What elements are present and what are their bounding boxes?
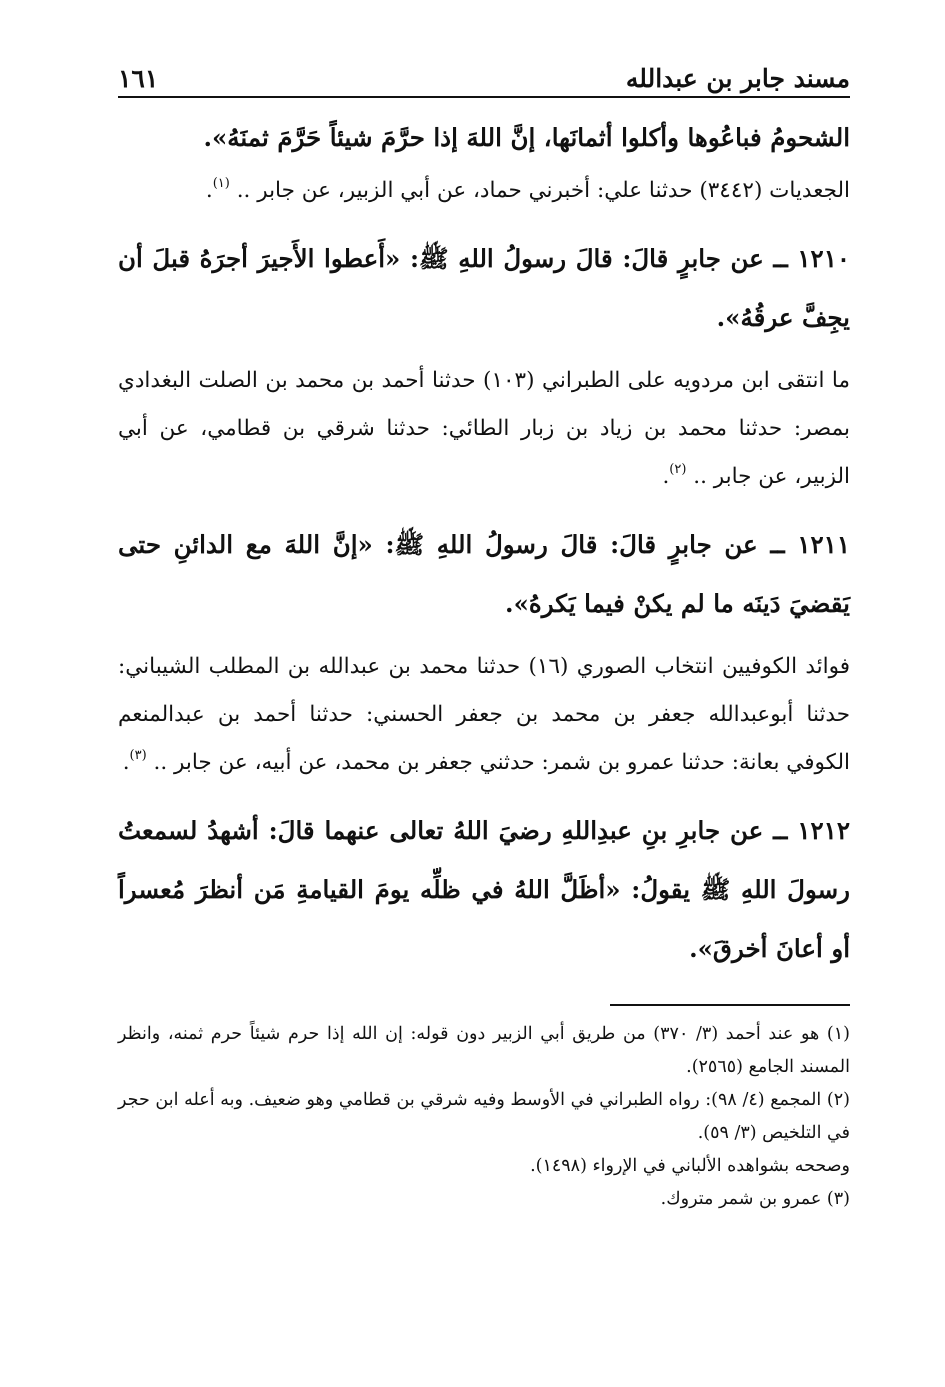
footnote-separator: [610, 1004, 850, 1006]
hadith-text: ١٢١٠ ــ عن جابرٍ قالَ: قالَ رسولُ اللهِ ﷺ: «أَعطوا الأَجيرَ أجرَهُ قبلَ أن يجِفَّ عرقُهُ».: [118, 244, 851, 332]
citation-text: فوائد الكوفيين انتخاب الصوري (١٦) حدثنا محمد بن عبدالله بن المطلب الشيباني: حدثنا أبوعبدالله جعفر بن محمد بن جعفر الحسني: حدثنا أحمد بن عبدالمنعم الكوفي بعانة: حدثنا عمرو بن شمر: حدثني جعفر بن محمد، عن أبيه، عن جابر ..: [118, 654, 851, 775]
citation-text: الجعديات (٣٤٤٢) حدثنا علي: أخبرني حماد، عن أبي الزبير، عن جابر ..: [236, 178, 850, 203]
source-citation: فوائد الكوفيين انتخاب الصوري (١٦) حدثنا محمد بن عبدالله بن المطلب الشيباني: حدثنا أبوعبدالله جعفر بن محمد بن جعفر الحسني: حدثنا أحمد بن عبدالمنعم الكوفي بعانة: حدثنا عمرو بن شمر: حدثني جعفر بن محمد، عن أبيه، عن جابر .. $^{(٣)}$.: [118, 654, 851, 775]
footnote-2-continued: وصححه بشواهده الألباني في الإرواء (١٤٩٨).: [530, 1156, 850, 1176]
hadith-1212: [118, 801, 850, 978]
footnote-3: (٣) عمرو بن شمر متروك.: [660, 1189, 850, 1209]
citation-text: ما انتقى ابن مردويه على الطبراني (١٠٣) حدثنا أحمد بن محمد بن الصلت البغدادي بمصر: حدثنا محمد بن زياد بن زبار الطائي: حدثنا شرقي بن قطامي، عن أبي الزبير، عن جابر ..: [118, 368, 850, 489]
source-citation: ما انتقى ابن مردويه على الطبراني (١٠٣) حدثنا أحمد بن محمد بن الصلت البغدادي بمصر: حدثنا محمد بن زياد بن زبار الطائي: حدثنا شرقي بن قطامي، عن أبي الزبير، عن جابر .. $^{(٢)}$.: [118, 368, 850, 489]
hadith-text: ١٢١٢ ــ عن جابرِ بنِ عبدِاللهِ رضيَ اللهُ تعالى عنهما قالَ: أشهدُ لسمعتُ رسولَ اللهِ ﷺ يقولُ: «أظَلَّ اللهُ في ظلِّه يومَ القيامةِ مَن أنظرَ مُعسراً أو أعانَ أخرقَ».: [118, 816, 850, 963]
footnote-ref[interactable]: (١): [212, 176, 230, 191]
hadith-text-continued: [118, 108, 850, 167]
hadith-1211: [118, 515, 850, 633]
footnote-ref[interactable]: (٣): [129, 748, 147, 763]
footnotes: [118, 1018, 850, 1216]
source-citation: الجعديات (٣٤٤٢) حدثنا علي: أخبرني حماد، عن أبي الزبير، عن جابر .. $^{(١)}$.: [205, 176, 850, 203]
hadith-text: الشحومُ فباعُوها وأكلوا أثمانَها، إنَّ اللهَ إذا حرَّمَ شيئاً حَرَّمَ ثمنَهُ».: [203, 123, 850, 152]
book-page: [118, 58, 850, 1216]
footnote-1: (١) هو عند أحمد (٣/ ٣٧٠) من طريق أبي الزبير دون قوله: إن الله إذا حرم شيئاً حرم ثمنه، وانظر المسند الجامع (٢٥٦٥).: [118, 1024, 850, 1077]
page-number: ١٦١: [118, 64, 159, 93]
hadith-1210: [118, 229, 850, 347]
footnote-2: (٢) المجمع (٤/ ٩٨): رواه الطبراني في الأوسط وفيه شرقي بن قطامي وهو ضعيف. وبه أعله ابن حجر في التلخيص (٣/ ٥٩).: [118, 1090, 850, 1143]
running-title: مسند جابر بن عبدالله: [625, 64, 850, 93]
page-header: [118, 58, 850, 98]
hadith-text: ١٢١١ ــ عن جابرٍ قالَ: قالَ رسولُ اللهِ ﷺ: «إنَّ اللهَ مع الدائنِ حتى يَقضيَ دَينَه ما لم يكنْ فيما يَكرهُ».: [118, 530, 850, 618]
footnote-ref[interactable]: (٢): [669, 462, 687, 477]
